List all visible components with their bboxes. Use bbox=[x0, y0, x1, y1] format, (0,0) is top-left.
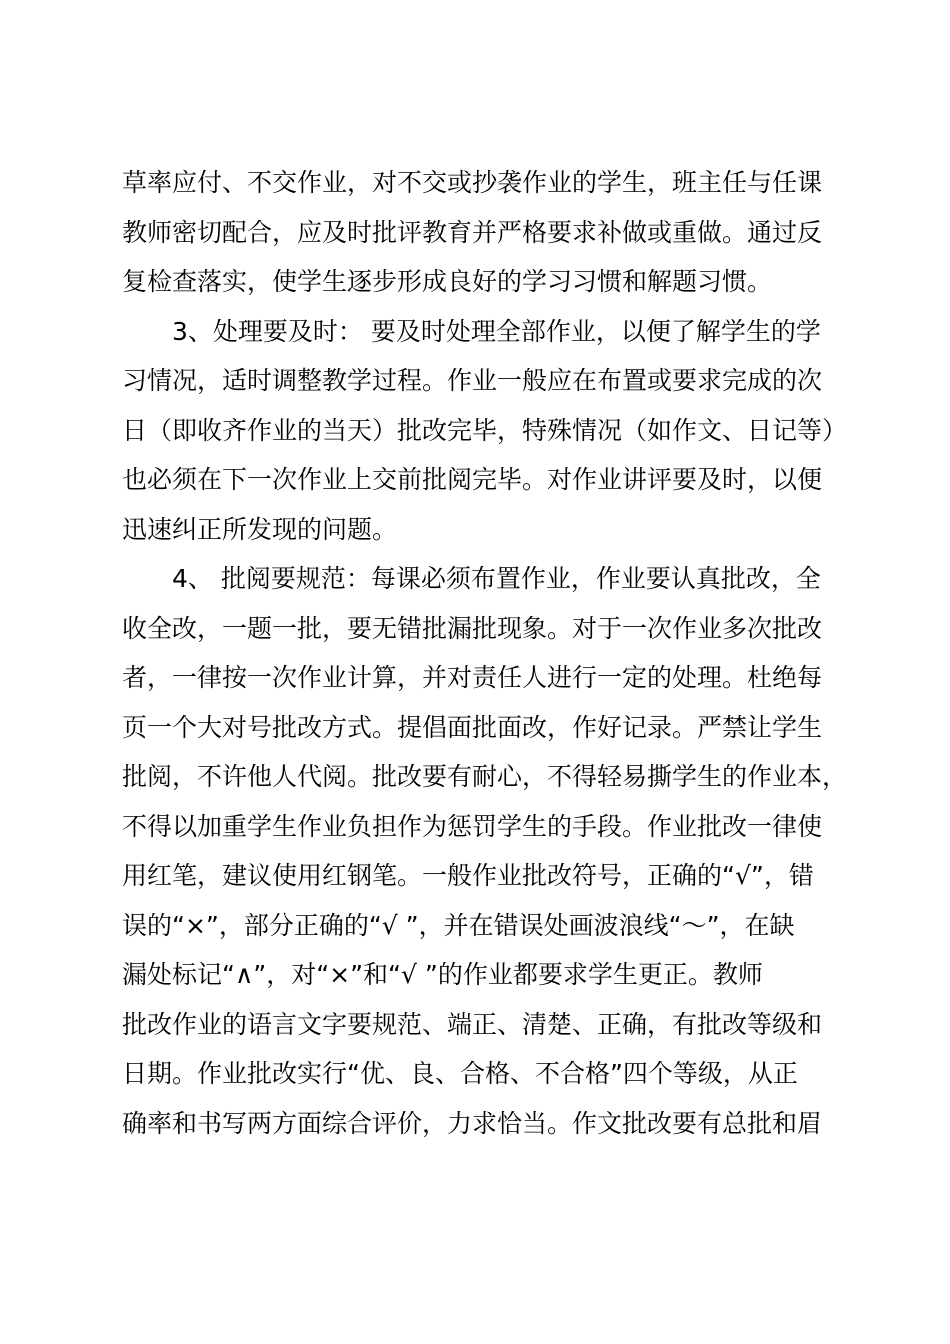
text-line: 用红笔，建议使用红钢笔。一般作业批改符号，正确的“√”，错 bbox=[122, 861, 814, 890]
text-line: 不得以加重学生作业负担作为惩罚学生的手段。作业批改一律使 bbox=[122, 811, 823, 841]
text-line: 批改作业的语言文字要规范、端正、清楚、正确，有批改等级和 bbox=[122, 1009, 823, 1039]
document-body bbox=[122, 158, 848, 1148]
section-3-heading-line: 3、处理要及时： 要及时处理全部作业，以便了解学生的学 bbox=[172, 316, 821, 346]
text-line: 日期。作业批改实行“优、良、合格、不合格”四个等级，从正 bbox=[122, 1059, 798, 1088]
section-4-heading-line: 4、 批阅要规范：每课必须布置作业，作业要认真批改，全 bbox=[172, 564, 821, 593]
text-line: 习情况，适时调整教学过程。作业一般应在布置或要求完成的次 bbox=[122, 366, 823, 395]
text-line: 日（即收齐作业的当天）批改完毕，特殊情况（如作文、日记等） bbox=[122, 415, 848, 445]
text-line: 误的“×”，部分正确的“√ ”，并在错误处画波浪线“～”，在缺 bbox=[122, 910, 795, 940]
text-line: 迅速纠正所发现的问题。 bbox=[122, 514, 398, 544]
text-line: 确率和书写两方面综合评价，力求恰当。作文批改要有总批和眉 bbox=[122, 1108, 823, 1138]
text-line: 页一个大对号批改方式。提倡面批面改，作好记录。严禁让学生 bbox=[122, 712, 823, 742]
text-line: 漏处标记“∧”，对“×”和“√ ”的作业都要求学生更正。教师 bbox=[122, 960, 763, 989]
text-line: 草率应付、不交作业，对不交或抄袭作业的学生，班主任与任课 bbox=[122, 168, 823, 197]
text-line: 收全改，一题一批，要无错批漏批现象。对于一次作业多次批改 bbox=[122, 613, 823, 643]
text-line: 教师密切配合，应及时批评教育并严格要求补做或重做。通过反 bbox=[122, 217, 823, 247]
text-line: 复检查落实，使学生逐步形成良好的学习习惯和解题习惯。 bbox=[122, 267, 773, 296]
text-line: 批阅，不许他人代阅。批改要有耐心，不得轻易撕学生的作业本， bbox=[122, 762, 848, 791]
text-line: 也必须在下一次作业上交前批阅完毕。对作业讲评要及时，以便 bbox=[122, 465, 823, 494]
text-line: 者，一律按一次作业计算，并对责任人进行一定的处理。杜绝每 bbox=[122, 663, 823, 692]
